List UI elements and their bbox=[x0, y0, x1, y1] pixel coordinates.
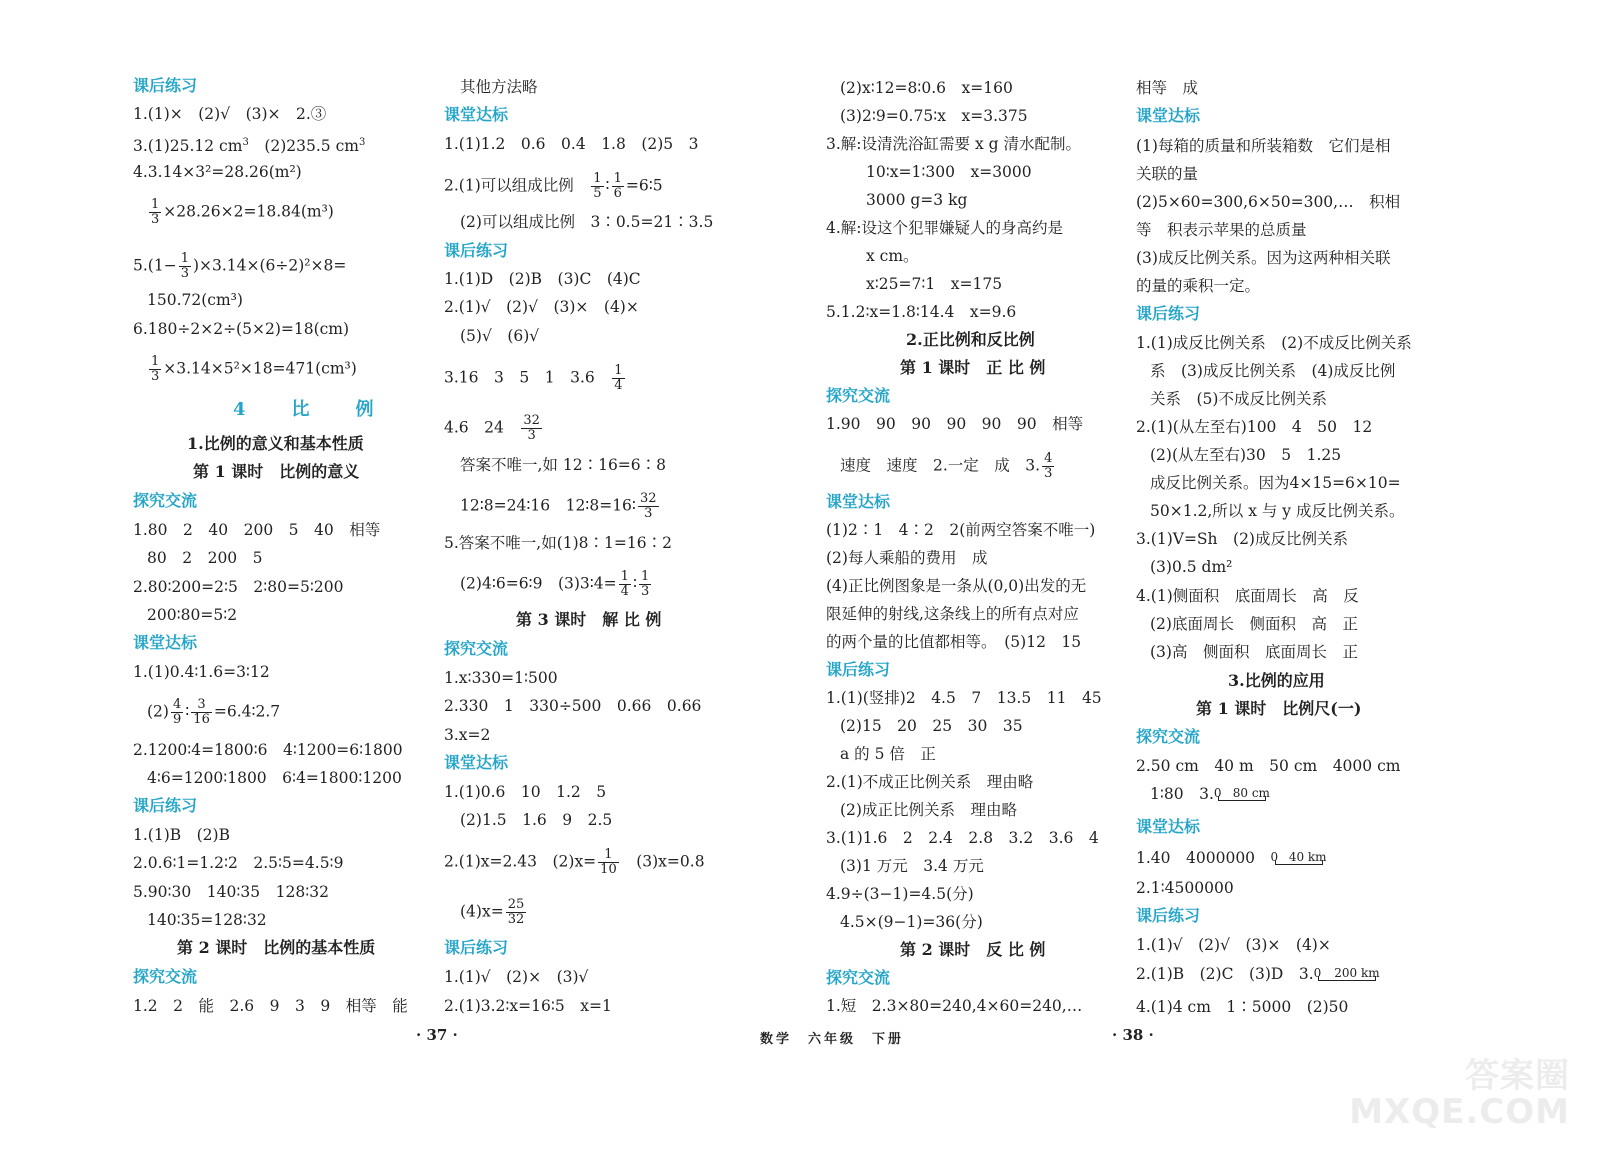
answer-line: (4)x= $\frac{25}{32}$ bbox=[460, 897, 525, 927]
fraction: $\frac{1}{4}$ bbox=[614, 363, 623, 393]
answer-line: (1)每箱的质量和所装箱数 它们是相 bbox=[1136, 137, 1391, 155]
answer-line: 2.(1)B (2)C (3)D 3. 0 200 km bbox=[1136, 965, 1380, 983]
page-number-right: · 38 · bbox=[1112, 1026, 1154, 1044]
answer-line: (3)成反比例关系。因为这两种相关联 bbox=[1136, 249, 1391, 267]
answer-line: 关联的量 bbox=[1136, 165, 1199, 183]
answer-line: (3)1 万元 3.4 万元 bbox=[840, 857, 984, 875]
answer-line: (3)高 侧面积 底面周长 正 bbox=[1150, 643, 1358, 661]
answer-line: 速度 速度 2.一定 成 3. $\frac{4}{3}$ bbox=[840, 451, 1053, 481]
fraction: $\frac{1}{3}$ bbox=[151, 197, 160, 227]
answer-line: 4.9÷(3−1)=4.5(分) bbox=[826, 885, 974, 903]
answer-line: 1.(1)× (2)√ (3)× 2.③ bbox=[133, 105, 327, 123]
answer-line: 4.解:设这个犯罪嫌疑人的身高约是 bbox=[826, 219, 1064, 237]
section-title: 2.正比例和反比例 bbox=[906, 330, 1035, 349]
answer-line: 80 2 200 5 bbox=[147, 549, 263, 567]
answer-line: 1.(1)0.4∶1.6=3∶12 bbox=[133, 663, 270, 681]
answer-line: 1.(1)B (2)B bbox=[133, 826, 230, 844]
answer-line: 其他方法略 bbox=[460, 78, 538, 96]
section-header: 探究交流 bbox=[826, 968, 891, 987]
answer-line: 2.1∶4500000 bbox=[1136, 879, 1234, 897]
answer-line: 3.(1)V=Sh (2)成反比例关系 bbox=[1136, 530, 1348, 548]
answer-line: 5.答案不唯一,如(1)8∶1=16∶2 bbox=[444, 534, 672, 552]
answer-line: (2)1.5 1.6 9 2.5 bbox=[460, 811, 613, 829]
answer-line: 4.6 24 $\frac{32}{3}$ bbox=[444, 413, 540, 443]
answer-line: (3)0.5 dm² bbox=[1150, 558, 1233, 576]
answer-line: 答案不唯一,如 12∶16=6∶8 bbox=[460, 456, 667, 474]
answer-line: 的两个量的比值都相等。 (5)12 15 bbox=[826, 633, 1082, 651]
fraction: $\frac{1}{5}$ bbox=[593, 171, 602, 201]
answer-line: 2.(1)可以组成比例 $\frac{1}{5}$ ∶ $\frac{1}{6}$ =6∶5 bbox=[444, 171, 663, 201]
answer-line: 1.(1)D (2)B (3)C (4)C bbox=[444, 270, 641, 288]
section-header: 探究交流 bbox=[133, 967, 198, 986]
answer-line: x cm。 bbox=[866, 247, 919, 265]
section-header: 课后练习 bbox=[133, 796, 198, 815]
scale-bar: 0 200 km bbox=[1313, 966, 1380, 980]
answer-line: 1∶80 3. 0 80 cm bbox=[1150, 785, 1270, 803]
answer-line: 系 (3)成反比例关系 (4)成反比例 bbox=[1150, 362, 1396, 380]
answer-line: 3.(1)25.12 $cm^3$ (2)235.5 $cm^3$ bbox=[133, 137, 366, 156]
answer-line: 2.(1)x=2.43 (2)x= $\frac{1}{10}$ (3)x=0.8 bbox=[444, 847, 705, 877]
answer-line: 等 积表示苹果的总质量 bbox=[1136, 221, 1307, 239]
section-header: 课堂达标 bbox=[133, 633, 198, 652]
answer-line: 1.(1)1.2 0.6 0.4 1.8 (2)5 3 bbox=[444, 135, 699, 153]
answer-line: 200∶80=5∶2 bbox=[147, 606, 238, 624]
section-header: 探究交流 bbox=[1136, 727, 1201, 746]
fraction: $\frac{1}{4}$ bbox=[620, 569, 629, 599]
answer-line: 4.5×(9−1)=36(分) bbox=[840, 913, 983, 931]
answer-line: $\frac{1}{3}$ ×3.14×5²×18=471(cm³) bbox=[151, 354, 357, 384]
answer-line: 4∶6=1200∶1800 6∶4=1800∶1200 bbox=[147, 769, 402, 787]
answer-line: (2)4∶6=6∶9 (3)3∶4= $\frac{1}{4}$ ∶ $\frac{1}{3}$ bbox=[460, 569, 650, 599]
answer-line: 1.(1)√ (2)× (3)√ bbox=[444, 968, 589, 986]
answer-line: (1)2∶1 4∶2 2(前两空答案不唯一) bbox=[826, 521, 1096, 539]
answer-line: 2.(1)不成正比例关系 理由略 bbox=[826, 773, 1034, 791]
fraction: $\frac{1}{10}$ bbox=[600, 847, 617, 877]
section-header: 课后练习 bbox=[826, 660, 891, 679]
answer-line: 6.180÷2×2÷(5×2)=18(cm) bbox=[133, 320, 350, 338]
section-header: 课堂达标 bbox=[1136, 106, 1201, 125]
section-header: 课堂达标 bbox=[826, 492, 891, 511]
lesson-title: 第 3 课时 解 比 例 bbox=[516, 610, 662, 629]
section-header: 课堂达标 bbox=[1136, 817, 1201, 836]
section-header: 探究交流 bbox=[133, 491, 198, 510]
answer-line: 1.(1)成反比例关系 (2)不成反比例关系 bbox=[1136, 334, 1412, 352]
answer-line: (3)2∶9=0.75∶x x=3.375 bbox=[840, 107, 1028, 125]
answer-line: 12∶8=24∶16 12∶8=16∶ $\frac{32}{3}$ bbox=[460, 491, 657, 521]
answer-line: (5)√ (6)√ bbox=[460, 327, 540, 345]
answer-line: 140∶35=128∶32 bbox=[147, 911, 267, 929]
answer-line: 50×1.2,所以 x 与 y 成反比例关系。 bbox=[1150, 502, 1405, 520]
section-title: 3.比例的应用 bbox=[1228, 671, 1325, 690]
answer-line: 2.(1)3.2∶x=16∶5 x=1 bbox=[444, 997, 612, 1015]
lesson-title: 第 1 课时 正 比 例 bbox=[900, 358, 1046, 377]
answer-line: 5.(1− $\frac{1}{3}$ )×3.14×(6÷2)²×8= bbox=[133, 251, 347, 281]
fraction: $\frac{1}{6}$ bbox=[613, 171, 622, 201]
fraction: $\frac{25}{32}$ bbox=[507, 897, 525, 927]
section-header: 探究交流 bbox=[826, 386, 891, 405]
lesson-title: 第 2 课时 比例的基本性质 bbox=[177, 938, 376, 957]
answer-line: 150.72(cm³) bbox=[147, 291, 243, 309]
fraction: $\frac{1}{3}$ bbox=[641, 569, 650, 599]
answer-line: 相等 成 bbox=[1136, 79, 1199, 97]
section-header: 课后练习 bbox=[1136, 906, 1201, 925]
answer-line: 2.50 cm 40 m 50 cm 4000 cm bbox=[1136, 757, 1401, 775]
answer-line: 4.3.14×3²=28.26(m²) bbox=[133, 163, 302, 181]
scale-bar: 0 40 km bbox=[1270, 850, 1327, 864]
fraction: $\frac{1}{3}$ bbox=[151, 354, 160, 384]
answer-line: 2.(1)(从左至右)100 4 50 12 bbox=[1136, 418, 1373, 436]
answer-line: (2)(从左至右)30 5 1.25 bbox=[1150, 446, 1342, 464]
answer-line: 1.短 2.3×80=240,4×60=240,… bbox=[826, 997, 1083, 1015]
answer-line: (2)x∶12=8∶0.6 x=160 bbox=[840, 79, 1013, 97]
answer-line: 成反比例关系。因为4×15=6×10= bbox=[1150, 474, 1401, 492]
answer-line: 1.x∶330=1∶500 bbox=[444, 669, 558, 687]
watermark: 答案圈 MXQE.COM bbox=[1349, 1056, 1570, 1132]
footer-subject: 数学 六年级 下册 bbox=[760, 1032, 905, 1047]
lesson-title: 第 2 课时 反 比 例 bbox=[900, 940, 1046, 959]
answer-line: 3.x=2 bbox=[444, 726, 491, 744]
answer-line: 2.330 1 330÷500 0.66 0.66 bbox=[444, 697, 702, 715]
chapter-title: 4 比 例 bbox=[233, 399, 388, 420]
section-header: 课后练习 bbox=[444, 241, 509, 260]
answer-line: $\frac{1}{3}$ ×28.26×2=18.84(m³) bbox=[151, 197, 334, 227]
answer-line: 3.16 3 5 1 3.6 $\frac{1}{4}$ bbox=[444, 363, 623, 393]
answer-line: 1.(1)(竖排)2 4.5 7 13.5 11 45 bbox=[826, 689, 1102, 707]
section-header: 课后练习 bbox=[133, 76, 198, 95]
fraction: $\frac{32}{3}$ bbox=[639, 491, 657, 521]
answer-line: (2)可以组成比例 3∶0.5=21∶3.5 bbox=[460, 213, 714, 231]
answer-line: 2.1200∶4=1800∶6 4∶1200=6∶1800 bbox=[133, 741, 403, 759]
answer-line: 3.(1)1.6 2 2.4 2.8 3.2 3.6 4 bbox=[826, 829, 1099, 847]
answer-line: x∶25=7∶1 x=175 bbox=[866, 275, 1003, 293]
answer-line: (2)成正比例关系 理由略 bbox=[840, 801, 1017, 819]
answer-line: 1.2 2 能 2.6 9 3 9 相等 能 bbox=[133, 997, 408, 1015]
page-number-left: · 37 · bbox=[416, 1026, 458, 1044]
answer-line: 2.80∶200=2∶5 2∶80=5∶200 bbox=[133, 578, 344, 596]
answer-line: (4)正比例图象是一条从(0,0)出发的无 bbox=[826, 577, 1087, 595]
answer-line: 的量的乘积一定。 bbox=[1136, 277, 1261, 295]
answer-line: 2.0.6∶1=1.2∶2 2.5∶5=4.5∶9 bbox=[133, 854, 344, 872]
answer-line: (2)底面周长 侧面积 高 正 bbox=[1150, 615, 1358, 633]
answer-line: a 的 5 倍 正 bbox=[840, 745, 936, 763]
scale-bar: 0 80 cm bbox=[1213, 786, 1270, 800]
answer-line: 1.90 90 90 90 90 90 相等 bbox=[826, 415, 1084, 433]
fraction: $\frac{4}{9}$ bbox=[172, 697, 182, 727]
section-title: 1.比例的意义和基本性质 bbox=[187, 434, 364, 453]
answer-line: (2)15 20 25 30 35 bbox=[840, 717, 1023, 735]
section-header: 课后练习 bbox=[1136, 304, 1201, 323]
answer-line: 1.(1)0.6 10 1.2 5 bbox=[444, 783, 607, 801]
fraction: $\frac{1}{3}$ bbox=[180, 251, 189, 281]
answer-line: 4.(1)4 cm 1∶5000 (2)50 bbox=[1136, 998, 1349, 1016]
answer-line: 5.90∶30 140∶35 128∶32 bbox=[133, 883, 329, 901]
answer-line: 1.(1)√ (2)√ (3)× (4)× bbox=[1136, 936, 1331, 954]
answer-line: 4.(1)侧面积 底面周长 高 反 bbox=[1136, 587, 1359, 605]
fraction: $\frac{4}{3}$ bbox=[1044, 451, 1053, 481]
answer-line: 2.(1)√ (2)√ (3)× (4)× bbox=[444, 298, 639, 316]
answer-line: 1.80 2 40 200 5 40 相等 bbox=[133, 521, 381, 539]
answer-line: 关系 (5)不成反比例关系 bbox=[1150, 390, 1327, 408]
answer-line: 3000 g=3 kg bbox=[866, 191, 968, 209]
lesson-title: 第 1 课时 比例的意义 bbox=[193, 462, 360, 481]
section-header: 课堂达标 bbox=[444, 105, 509, 124]
fraction: $\frac{3}{16}$ bbox=[193, 697, 210, 727]
section-header: 课后练习 bbox=[444, 938, 509, 957]
lesson-title: 第 1 课时 比例尺(一) bbox=[1196, 699, 1362, 718]
answer-line: 5.1.2∶x=1.8∶14.4 x=9.6 bbox=[826, 303, 1017, 321]
answer-line: (2)5×60=300,6×50=300,… 积相 bbox=[1136, 193, 1401, 211]
answer-line: 限延伸的射线,这条线上的所有点对应 bbox=[826, 605, 1079, 623]
answer-line: 1.40 4000000 0 40 km bbox=[1136, 849, 1327, 867]
fraction: $\frac{32}{3}$ bbox=[523, 413, 540, 443]
answer-line: (2)每人乘船的费用 成 bbox=[826, 549, 988, 567]
section-header: 探究交流 bbox=[444, 639, 509, 658]
answer-line: 3.解:设清洗浴缸需要 x g 清水配制。 bbox=[826, 135, 1081, 153]
answer-line: 10∶x=1∶300 x=3000 bbox=[866, 163, 1032, 181]
answer-line: (2) $\frac{4}{9}$ ∶ $\frac{3}{16}$ =6.4∶2.7 bbox=[147, 697, 281, 727]
section-header: 课堂达标 bbox=[444, 753, 509, 772]
